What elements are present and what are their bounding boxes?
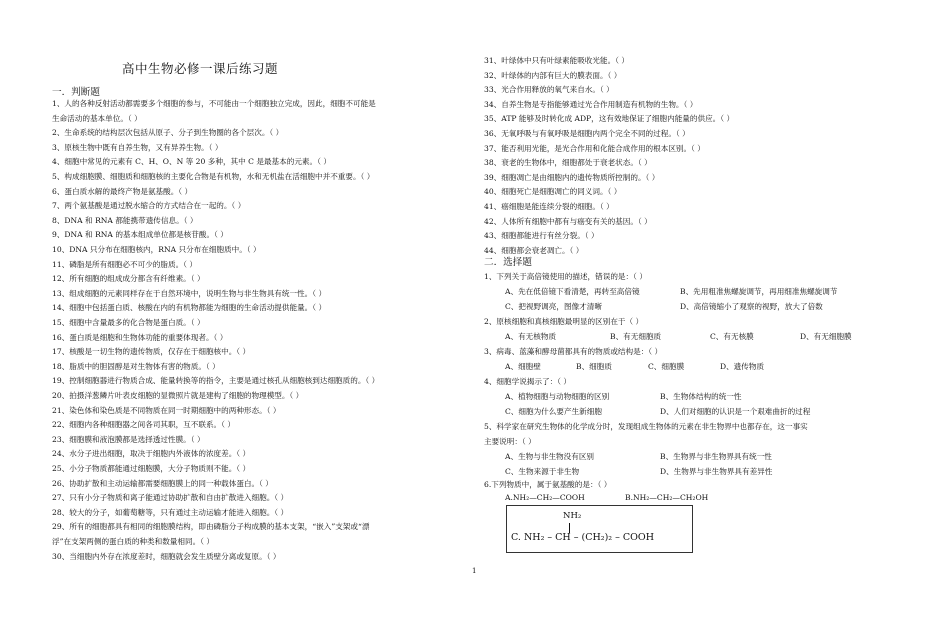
judge-question-line: 5、构成细胞膜、细胞质和细胞核的主要化合物是有机物，水和无机盐在活细胞中并不重要。（ ）: [52, 172, 375, 181]
choice-q1-d: D、高倍镜缩小了观察的视野，放大了倍数: [680, 302, 823, 311]
judge-question-line: 19、控制细胞器进行物质合成、能量转换等的指令，主要是通过核孔从细胞核到达细胞质的。（ ）: [52, 376, 380, 386]
choice-q6-b: B.NH₂—CH₂—CH₂OH: [625, 493, 709, 502]
judge-question-line: 2、生命系统的结构层次包括从原子、分子到生物圈的各个层次。（ ）: [52, 128, 284, 138]
judge-question-line: 16、蛋白质是细胞和生物体功能的重要体现者。（ ）: [52, 332, 228, 342]
judge-question-line: 43、细胞都能进行有丝分裂。（ ）: [484, 231, 599, 241]
choice-q1-a: A、先在低倍镜下看清楚，再转至高倍镜: [505, 287, 640, 296]
judge-question-line: 3、原核生物中既有自养生物，又有异养生物。（ ）: [52, 142, 223, 152]
judge-question-line: 32、叶绿体的内部有巨大的膜表面。（ ）: [484, 70, 622, 80]
judge-question-line: 39、细胞凋亡是由细胞内的遗传物质所控制的。（ ）: [484, 172, 660, 182]
judge-question-line: 36、无氧呼吸与有氧呼吸是细胞内两个完全不同的过程。（ ）: [484, 129, 690, 138]
choice-q3-c: C、细胞膜: [648, 362, 685, 371]
judge-question-line: 7、两个氨基酸是通过脱水缩合的方式结合在一起的。（ ）: [52, 201, 246, 211]
judge-question-line: 20、拍摄洋葱鳞片叶表皮细胞的显微照片就是建构了细胞的物理模型。（ ）: [52, 391, 304, 400]
choice-q5-b: B、生物界与非生物界具有统一性: [660, 452, 772, 461]
judge-question-line: 33、光合作用释放的氧气来自水。（ ）: [484, 85, 614, 95]
formula-c-box: [506, 505, 693, 553]
choice-q2-d: D、有无细胞膜: [800, 332, 852, 341]
judge-question-line: 浮”在支架两侧的蛋白质的种类和数量相同。（ ）: [52, 537, 214, 546]
section-choice-heading: 二．选择题: [484, 257, 532, 268]
formula-c-nh2: NH₂: [563, 511, 582, 521]
judge-question-line: 22、细胞内各种细胞器之间各司其职，互不联系。（ ）: [52, 420, 235, 430]
judge-question-line: 23、细胞膜和液泡膜都是选择透过性膜。（ ）: [52, 434, 205, 444]
judge-question-line: 37、能否利用光能，是光合作用和化能合成作用的根本区别。（ ）: [484, 143, 705, 153]
choice-q5-d: D、生物界与非生物界具有差异性: [660, 467, 773, 476]
choice-q5-line1: 5、科学家在研究生物体的化学成分时，发现组成生物体的元素在非生物界中也都存在，这一事实: [484, 422, 808, 431]
judge-question-line: 1、人的各种反射活动都需要多个细胞的参与，不可能由一个细胞独立完成，因此，细胞不可能是: [52, 99, 376, 108]
choice-q6-a: A.NH₂—CH₂—COOH: [505, 493, 585, 502]
choice-q1: 1、下列关于高倍镜使用的描述，错误的是：（ ）: [484, 272, 647, 281]
formula-c: C. NH₂ – CH – (CH₂)₂ – COOH: [511, 532, 655, 543]
page-number: 1: [472, 567, 477, 575]
judge-question-line: 25、小分子物质都能通过细胞膜，大分子物质则不能。（ ）: [52, 464, 251, 473]
choice-q5-a: A、生物与非生物没有区别: [505, 452, 595, 461]
choice-q4-a: A、植物细胞与动物细胞的区别: [505, 392, 610, 401]
choice-q6: 6.下列物质中，属于氨基酸的是：（ ）: [484, 480, 612, 489]
choice-q3-a: A、细胞壁: [505, 362, 541, 371]
choice-q4-b: B、生物体结构的统一性: [660, 392, 742, 401]
choice-q2-a: A、有无核物质: [505, 332, 557, 341]
choice-q5-c: C、生物来源于非生物: [505, 467, 580, 476]
judge-question-line: 生命活动的基本单位。（ ）: [52, 113, 142, 123]
judge-question-line: 38、衰老的生物体中，细胞都处于衰老状态。（ ）: [484, 158, 652, 168]
judge-question-line: 12、所有细胞的组成成分都含有纤维素。（ ）: [52, 274, 205, 284]
judge-question-line: 30、当细胞内外存在浓度差时，细胞就会发生质壁分离或复原。（ ）: [52, 551, 281, 561]
judge-question-line: 41、癌细胞是能连续分裂的细胞。（ ）: [484, 202, 614, 211]
judge-question-line: 10、DNA 只分布在细胞核内，RNA 只分布在细胞质中。（ ）: [52, 245, 261, 254]
judge-question-line: 6、蛋白质水解的最终产物是氨基酸。（ ）: [52, 186, 193, 196]
judge-question-line: 21、染色体和染色质是不同物质在同一时期细胞中的两种形态。（ ）: [52, 405, 281, 415]
choice-q2: 2、原核细胞和真核细胞最明显的区别在于（ ）: [484, 317, 644, 326]
page-title: 高中生物必修一课后练习题: [122, 61, 279, 76]
judge-question-line: 8、DNA 和 RNA 都能携带遗传信息。（ ）: [52, 215, 198, 225]
choice-q4-c: C、细胞为什么要产生新细胞: [505, 407, 602, 416]
judge-question-line: 40、细胞死亡是细胞凋亡的同义词。（ ）: [484, 187, 622, 197]
judge-question-line: 34、自养生物是专指能够通过光合作用制造有机物的生物。（ ）: [484, 99, 698, 109]
judge-question-line: 35、ATP 能够及时转化成 ADP，这有效地保证了细胞内能量的供应。（ ）: [484, 114, 735, 124]
choice-q5-line2: 主要说明：（ ）: [484, 437, 536, 446]
judge-question-line: 18、脂质中的胆固醇是对生物体有害的物质。（ ）: [52, 361, 220, 371]
judge-question-line: 14、细胞中包括蛋白质、核酸在内的有机物都能为细胞的生命活动提供能量。（ ）: [52, 303, 327, 313]
choice-q4: 4、细胞学说揭示了：（ ）: [484, 377, 571, 386]
judge-question-line: 29、所有的细胞都具有相同的细胞膜结构，即由磷脂分子构成膜的基本支架，“嵌入”支架或“漂: [52, 522, 370, 532]
choice-q1-c: C、把视野调亮，图像才清晰: [505, 302, 602, 311]
choice-q2-b: B、有无细胞质: [610, 332, 662, 341]
judge-question-line: 9、DNA 和 RNA 的基本组成单位都是核苷酸。（ ）: [52, 230, 228, 240]
section-judge-heading: 一．判断题: [52, 87, 100, 98]
choice-q3-b: B、细胞质: [576, 362, 612, 371]
choice-q1-b: B、先用粗准焦螺旋调节，再用细准焦螺旋调节: [680, 287, 838, 296]
judge-question-line: 42、人体所有细胞中都有与癌变有关的基因。（ ）: [484, 216, 652, 226]
judge-question-line: 24、水分子进出细胞，取决于细胞内外液体的浓度差。（ ）: [52, 449, 251, 459]
judge-question-line: 13、组成细胞的元素同样存在于自然环境中，说明生物与非生物具有统一性。（ ）: [52, 288, 327, 298]
judge-question-line: 26、协助扩散和主动运输都需要细胞膜上的同一种载体蛋白。（ ）: [52, 478, 273, 488]
judge-question-line: 31、叶绿体中只有叶绿素能吸收光能。（ ）: [484, 56, 629, 65]
judge-question-line: 44、细胞都会衰老凋亡。（ ）: [484, 245, 584, 255]
judge-question-line: 4、细胞中常见的元素有 C、H、O、N 等 20 多种，其中 C 是最基本的元素。（ ）: [52, 157, 331, 167]
judge-question-line: 11、磷脂是所有细胞必不可少的脂质。（ ）: [52, 259, 197, 269]
choice-q3: 3、病毒、蓝藻和酵母菌都具有的物质或结构是：（ ）: [484, 347, 663, 356]
judge-question-line: 27、只有小分子物质和离子能通过协助扩散和自由扩散进入细胞。（ ）: [52, 493, 289, 503]
choice-q4-d: D、人们对细胞的认识是一个艰难曲折的过程: [660, 407, 811, 416]
judge-question-line: 17、核酸是一切生物的遗传物质，仅存在于细胞核中。（ ）: [52, 347, 251, 357]
choice-q2-c: C、有无核膜: [710, 332, 754, 341]
choice-q3-d: D、遗传物质: [720, 362, 765, 371]
judge-question-line: 15、细胞中含量最多的化合物是蛋白质。（ ）: [52, 318, 205, 327]
judge-question-line: 28、较大的分子，如葡萄糖等，只有通过主动运输才能进入细胞。（ ）: [52, 507, 289, 517]
